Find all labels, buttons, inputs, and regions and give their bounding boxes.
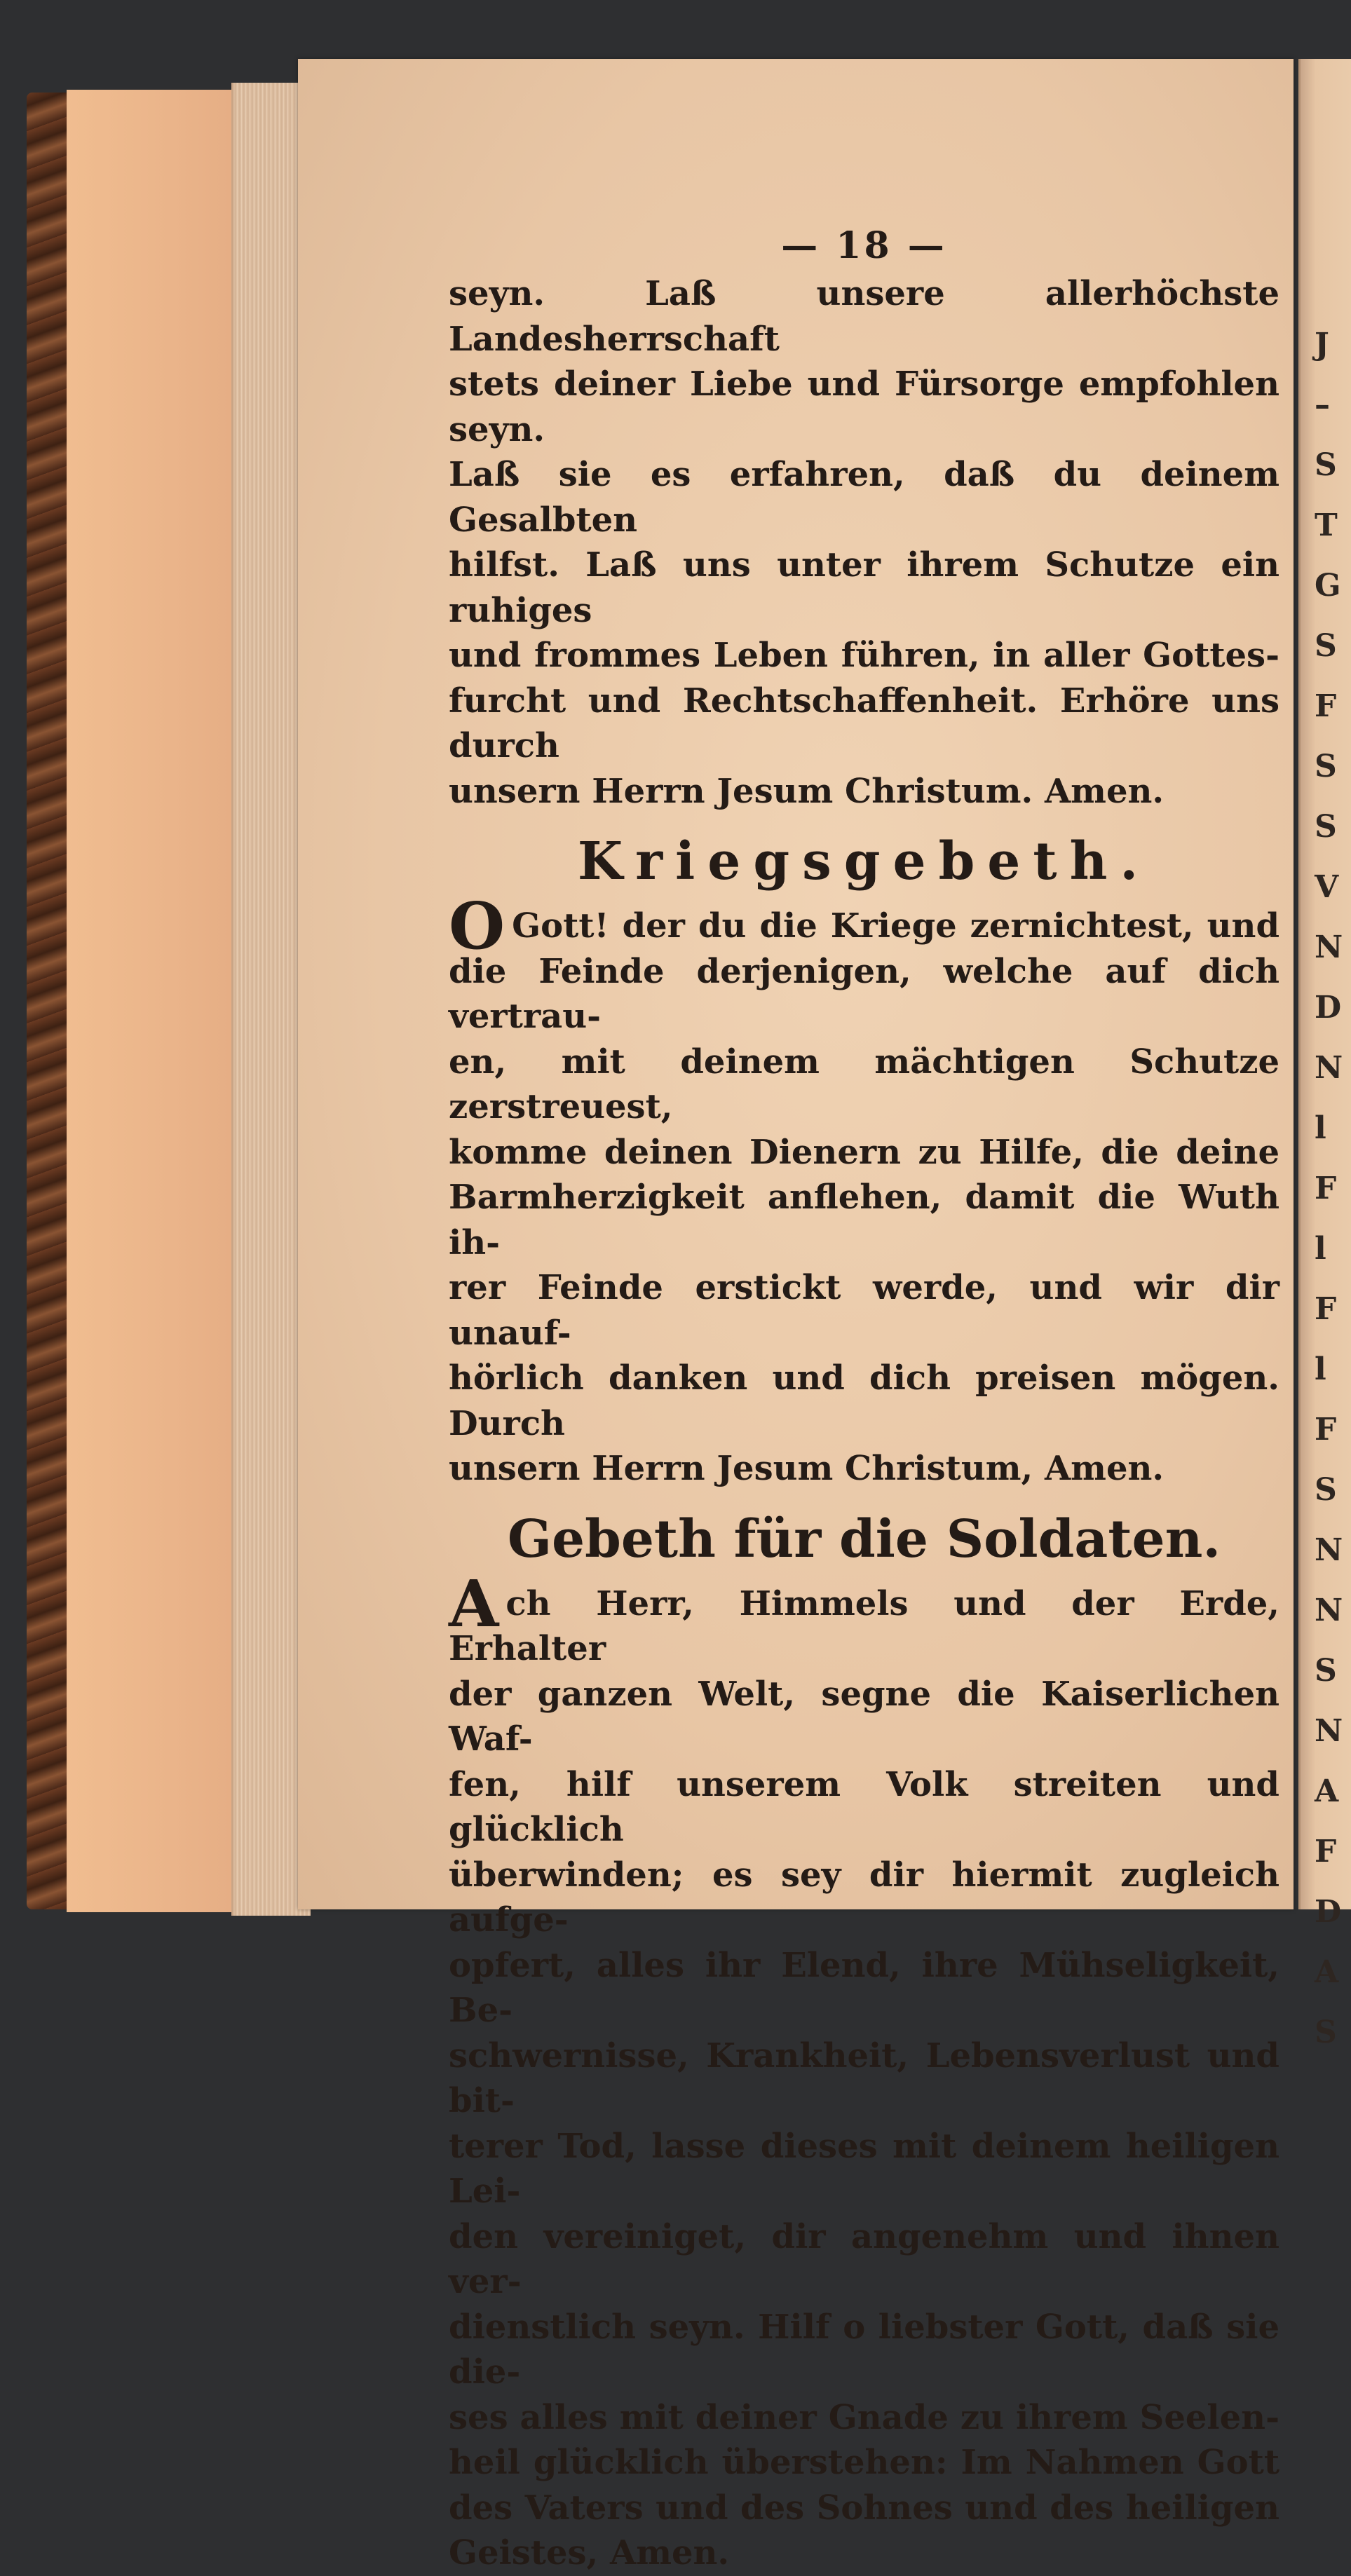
next-page-letter: V bbox=[1315, 869, 1339, 905]
next-page-letter: F bbox=[1315, 1834, 1337, 1869]
text-line: und frommes Leben führen, in aller Gottes- bbox=[449, 636, 1279, 675]
page-number: — 18 — bbox=[781, 224, 947, 267]
next-page-fragment bbox=[1298, 59, 1351, 2050]
text-line: terer Tod, lasse dieses mit deinem heiligen Lei- bbox=[449, 2126, 1279, 2211]
next-page-letter: A bbox=[1315, 1954, 1339, 1990]
text-line: unsern Herrn Jesum Christum, Amen. bbox=[449, 1449, 1165, 1488]
next-page-letter: N bbox=[1315, 1593, 1343, 1628]
next-page-letter: – bbox=[1315, 387, 1330, 423]
text-line: rer Feinde erstickt werde, und wir dir unauf- bbox=[449, 1268, 1279, 1353]
next-page-letter: l bbox=[1315, 1351, 1326, 1387]
text-line: fen, hilf unserem Volk streiten und glücklich bbox=[449, 1764, 1279, 1849]
next-page-letter: S bbox=[1315, 447, 1337, 483]
text-line: heil glücklich überstehen: Im Nahmen Gott bbox=[449, 2443, 1279, 2482]
text-line: hilfst. Laß uns unter ihrem Schutze ein ruhiges bbox=[449, 545, 1279, 630]
next-page-letter: S bbox=[1315, 749, 1337, 784]
prayer-ending-paragraph bbox=[449, 271, 1279, 814]
text-line: Geistes, Amen. bbox=[449, 2533, 730, 2572]
text-line: Barmherzigkeit anflehen, damit die Wuth ih- bbox=[449, 1178, 1279, 1262]
next-page-letter: N bbox=[1315, 1050, 1343, 1086]
next-page-letter: S bbox=[1315, 628, 1337, 664]
text-line: unsern Herrn Jesum Christum. Amen. bbox=[449, 771, 1165, 811]
next-page-letter: S bbox=[1315, 809, 1337, 845]
next-page-letter: J bbox=[1315, 327, 1329, 362]
text-line: komme deinen Dienern zu Hilfe, die deine bbox=[449, 1132, 1279, 1172]
text-line: stets deiner Liebe und Fürsorge empfohlen seyn. bbox=[449, 364, 1279, 449]
text-line: überwinden; es sey dir hiermit zugleich aufge- bbox=[449, 1855, 1279, 1940]
text-line: schwernisse, Krankheit, Lebensverlust und bit- bbox=[449, 2036, 1279, 2120]
text-line: der ganzen Welt, segne die Kaiserlichen Waf- bbox=[449, 1674, 1279, 1759]
endpaper bbox=[67, 90, 242, 1912]
next-page-letter: F bbox=[1315, 1291, 1337, 1327]
text-line: dienstlich seyn. Hilf o liebster Gott, daß sie die- bbox=[449, 2307, 1279, 2392]
text-line: Gott! der du die Kriege zernichtest, und bbox=[512, 906, 1279, 946]
next-page-letter: N bbox=[1315, 1713, 1343, 1749]
next-page-letter: G bbox=[1315, 568, 1341, 604]
text-line: ch Herr, Himmels und der Erde, Erhalter bbox=[449, 1583, 1279, 1668]
initial-letter: O bbox=[449, 888, 505, 964]
next-page-letter: A bbox=[1315, 1773, 1339, 1809]
heading-gebeth-soldaten: Gebeth für die Soldaten. bbox=[507, 1508, 1221, 1569]
text-line: die Feinde derjenigen, welche auf dich vertrau- bbox=[449, 951, 1279, 1036]
next-page-letter: D bbox=[1315, 1894, 1342, 1930]
next-page-letter: S bbox=[1315, 1472, 1337, 1508]
next-page-letter: F bbox=[1315, 1171, 1337, 1206]
text-line: hörlich danken und dich preisen mögen. Durch bbox=[449, 1358, 1279, 1443]
soldaten-paragraph bbox=[449, 1565, 1279, 2576]
text-line: des Vaters und des Sohnes und des heiligen bbox=[449, 2488, 1279, 2528]
next-page-letter: T bbox=[1315, 507, 1338, 543]
heading-kriegsgebeth: Kriegsgebeth. bbox=[577, 831, 1151, 892]
text-line: en, mit deinem mächtigen Schutze zerstreuest, bbox=[449, 1042, 1279, 1126]
next-page-letter: l bbox=[1315, 1110, 1326, 1146]
text-line: den vereiniget, dir angenehm und ihnen ver- bbox=[449, 2216, 1279, 2301]
next-page-letter: F bbox=[1315, 1412, 1337, 1447]
text-line: opfert, alles ihr Elend, ihre Mühseligkeit, Be- bbox=[449, 1945, 1279, 2030]
next-page-letter: l bbox=[1315, 1231, 1326, 1267]
next-page-letter: N bbox=[1315, 1532, 1343, 1568]
text-line: furcht und Rechtschaffenheit. Erhöre uns durch bbox=[449, 681, 1279, 765]
text-line: Laß sie es erfahren, daß du deinem Gesalbten bbox=[449, 455, 1279, 540]
next-page-letter: F bbox=[1315, 688, 1337, 724]
next-page-letter: S bbox=[1315, 1653, 1337, 1689]
page-content bbox=[449, 224, 1279, 2576]
initial-letter: A bbox=[449, 1565, 499, 1642]
text-line: seyn. Laß unsere allerhöchste Landesherrschaft bbox=[449, 274, 1279, 359]
next-page-letter: S bbox=[1315, 2015, 1337, 2050]
kriegsgebeth-paragraph bbox=[449, 888, 1279, 1492]
next-page-letter: N bbox=[1315, 929, 1343, 965]
text-line: ses alles mit deiner Gnade zu ihrem Seelen- bbox=[449, 2397, 1279, 2437]
next-page-letter: D bbox=[1315, 990, 1342, 1025]
